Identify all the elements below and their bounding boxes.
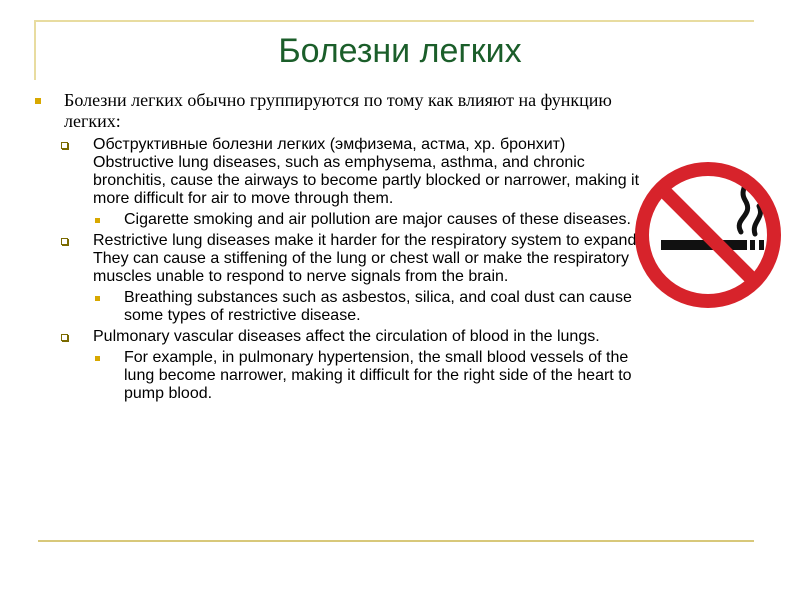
no-smoking-icon [633,160,783,310]
restrictive-item [34,232,644,286]
box-bullet-icon [61,142,68,149]
vascular-sub-text: For example, in pulmonary hypertension, the small blood vessels of the lung become narrower, making it difficult for the right side of the heart to pump blood. [124,349,632,402]
vascular-item [34,328,644,346]
obstructive-sub-text: Cigarette smoking and air pollution are major causes of these diseases. [124,211,631,228]
prohibition-slash [661,188,755,282]
square-bullet-icon [95,296,100,301]
restrictive-sub-text: Breathing substances such as asbestos, silica, and coal dust can cause some types of restrictive disease. [124,289,632,324]
intro-bullet [34,90,644,132]
obstructive-item [34,136,644,208]
obstructive-text: Обструктивные болезни легких (эмфизема, астма, хр. бронхит) Obstructive lung diseases, such as emphysema, asthma, and chronic bronchitis, cause the airways to become partly blocked or narrower, making it more difficult for air to move through them. [93,136,640,207]
slide-title: Болезни легких [278,32,522,70]
restrictive-sub-item [34,289,644,325]
obstructive-sub-item [34,211,644,229]
square-bullet-icon [35,98,41,104]
slide-content [34,90,644,406]
box-bullet-icon [61,238,68,245]
frame-top-line [34,20,754,22]
intro-text: Болезни легких обычно группируются по тому как влияют на функцию легких: [64,90,612,131]
vascular-sub-item [34,349,644,403]
restrictive-text: Restrictive lung diseases make it harder for the respiratory system to expand. They can cause a stiffening of the lung or chest wall or make the respiratory muscles unable to respond to nerve signals from the brain. [93,232,641,285]
square-bullet-icon [95,218,100,223]
frame-bottom-line [38,540,754,542]
vascular-text: Pulmonary vascular diseases affect the circulation of blood in the lungs. [93,328,600,345]
square-bullet-icon [95,356,100,361]
box-bullet-icon [61,334,68,341]
